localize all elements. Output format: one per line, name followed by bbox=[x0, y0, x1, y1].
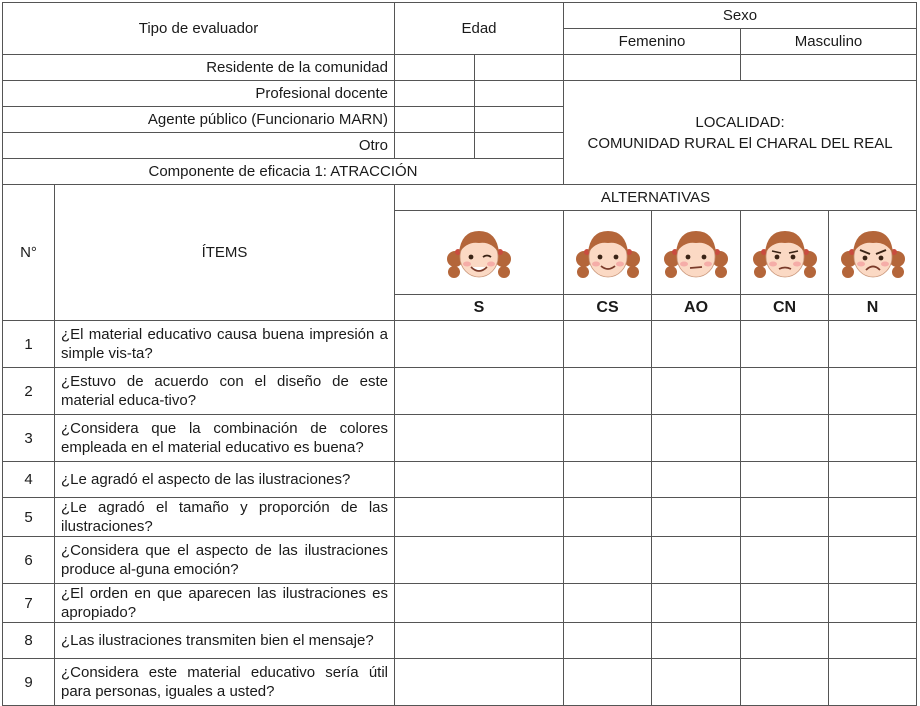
item-row bbox=[3, 584, 917, 623]
answer-cell-cs[interactable] bbox=[564, 659, 652, 706]
answer-cell-cn[interactable] bbox=[741, 537, 829, 584]
item-row bbox=[3, 498, 917, 537]
item-row bbox=[3, 321, 917, 368]
answer-cell-n[interactable] bbox=[829, 498, 917, 537]
answer-cell-ao[interactable] bbox=[652, 368, 741, 415]
answer-cell-cn[interactable] bbox=[741, 498, 829, 537]
answer-cell-cs[interactable] bbox=[564, 623, 652, 659]
number-header: N° bbox=[3, 185, 55, 321]
answer-cell-cn[interactable] bbox=[741, 321, 829, 368]
alternative-code-cs: CS bbox=[564, 295, 652, 321]
answer-cell-ao[interactable] bbox=[652, 584, 741, 623]
male-header: Masculino bbox=[741, 29, 917, 55]
answer-cell-n[interactable] bbox=[829, 415, 917, 462]
item-question: ¿El material educativo causa buena impresión a simple vis-ta? bbox=[55, 321, 395, 368]
answer-cell-cs[interactable] bbox=[564, 537, 652, 584]
answer-cell-s[interactable] bbox=[395, 462, 564, 498]
female-header: Femenino bbox=[564, 29, 741, 55]
answer-cell-cn[interactable] bbox=[741, 623, 829, 659]
item-row bbox=[3, 415, 917, 462]
answer-cell-n[interactable] bbox=[829, 368, 917, 415]
answer-cell-ao[interactable] bbox=[652, 415, 741, 462]
sex-header: Sexo bbox=[564, 3, 917, 29]
item-question: ¿Las ilustraciones transmiten bien el mensaje? bbox=[55, 623, 395, 659]
answer-cell-s[interactable] bbox=[395, 368, 564, 415]
answer-cell-s[interactable] bbox=[395, 321, 564, 368]
evaluation-table bbox=[2, 2, 917, 706]
component-title: Componente de eficacia 1: ATRACCIÓN bbox=[3, 159, 564, 185]
answer-cell-ao[interactable] bbox=[652, 659, 741, 706]
alternatives-header: ALTERNATIVAS bbox=[395, 185, 917, 211]
age-blank bbox=[475, 107, 564, 133]
answer-cell-ao[interactable] bbox=[652, 498, 741, 537]
age-header: Edad bbox=[395, 3, 564, 55]
item-number: 6 bbox=[3, 537, 55, 584]
item-row bbox=[3, 659, 917, 706]
answer-cell-n[interactable] bbox=[829, 659, 917, 706]
answer-cell-cs[interactable] bbox=[564, 584, 652, 623]
answer-cell-n[interactable] bbox=[829, 623, 917, 659]
locality-name: COMUNIDAD RURAL El CHARAL DEL REAL bbox=[587, 134, 893, 152]
item-number: 9 bbox=[3, 659, 55, 706]
male-cell[interactable] bbox=[741, 55, 917, 81]
answer-cell-s[interactable] bbox=[395, 584, 564, 623]
item-row bbox=[3, 462, 917, 498]
answer-cell-n[interactable] bbox=[829, 321, 917, 368]
answer-cell-ao[interactable] bbox=[652, 321, 741, 368]
item-number: 7 bbox=[3, 584, 55, 623]
evaluator-other: Otro bbox=[3, 133, 395, 159]
answer-cell-cs[interactable] bbox=[564, 415, 652, 462]
age-blank bbox=[475, 133, 564, 159]
item-question: ¿Le agradó el tamaño y proporción de las ilustraciones? bbox=[55, 498, 395, 537]
evaluator-resident: Residente de la comunidad bbox=[3, 55, 395, 81]
angry-face-icon bbox=[829, 211, 917, 295]
item-number: 8 bbox=[3, 623, 55, 659]
item-row bbox=[3, 368, 917, 415]
item-row bbox=[3, 537, 917, 584]
answer-cell-cs[interactable] bbox=[564, 368, 652, 415]
answer-cell-cn[interactable] bbox=[741, 368, 829, 415]
item-question: ¿Considera este material educativo sería útil para personas, iguales a usted? bbox=[55, 659, 395, 706]
item-question: ¿El orden en que aparecen las ilustraciones es apropiado? bbox=[55, 584, 395, 623]
item-number: 2 bbox=[3, 368, 55, 415]
answer-cell-s[interactable] bbox=[395, 659, 564, 706]
answer-cell-cn[interactable] bbox=[741, 584, 829, 623]
answer-cell-cs[interactable] bbox=[564, 498, 652, 537]
item-number: 3 bbox=[3, 415, 55, 462]
item-question: ¿Le agradó el aspecto de las ilustraciones? bbox=[55, 462, 395, 498]
answer-cell-n[interactable] bbox=[829, 462, 917, 498]
evaluator-public-agent: Agente público (Funcionario MARN) bbox=[3, 107, 395, 133]
happy-wink-face-icon bbox=[395, 211, 564, 295]
answer-cell-cn[interactable] bbox=[741, 462, 829, 498]
answer-cell-ao[interactable] bbox=[652, 623, 741, 659]
alternative-code-s: S bbox=[395, 295, 564, 321]
alternative-code-ao: AO bbox=[652, 295, 741, 321]
answer-cell-cs[interactable] bbox=[564, 321, 652, 368]
item-number: 4 bbox=[3, 462, 55, 498]
alternative-code-n: N bbox=[829, 295, 917, 321]
locality-label: LOCALIDAD: bbox=[695, 113, 785, 131]
items-header: ÍTEMS bbox=[55, 185, 395, 321]
female-cell[interactable] bbox=[564, 55, 741, 81]
evaluator-resident-check[interactable] bbox=[395, 55, 475, 81]
answer-cell-cs[interactable] bbox=[564, 462, 652, 498]
alternative-code-cn: CN bbox=[741, 295, 829, 321]
age-blank bbox=[475, 81, 564, 107]
answer-cell-s[interactable] bbox=[395, 537, 564, 584]
item-number: 5 bbox=[3, 498, 55, 537]
age-cell[interactable] bbox=[475, 55, 564, 81]
item-question: ¿Considera que la combinación de colores empleada en el material educativo es buena? bbox=[55, 415, 395, 462]
neutral-face-icon bbox=[652, 211, 741, 295]
answer-cell-ao[interactable] bbox=[652, 462, 741, 498]
item-question: ¿Estuvo de acuerdo con el diseño de este material educa-tivo? bbox=[55, 368, 395, 415]
evaluator-teacher-check[interactable] bbox=[395, 81, 475, 107]
evaluator-public-agent-check[interactable] bbox=[395, 107, 475, 133]
answer-cell-s[interactable] bbox=[395, 498, 564, 537]
evaluator-other-check[interactable] bbox=[395, 133, 475, 159]
item-question: ¿Considera que el aspecto de las ilustraciones produce al-guna emoción? bbox=[55, 537, 395, 584]
answer-cell-cn[interactable] bbox=[741, 415, 829, 462]
answer-cell-n[interactable] bbox=[829, 537, 917, 584]
answer-cell-n[interactable] bbox=[829, 584, 917, 623]
item-number: 1 bbox=[3, 321, 55, 368]
answer-cell-ao[interactable] bbox=[652, 537, 741, 584]
answer-cell-s[interactable] bbox=[395, 415, 564, 462]
answer-cell-cn[interactable] bbox=[741, 659, 829, 706]
evaluator-teacher: Profesional docente bbox=[3, 81, 395, 107]
answer-cell-s[interactable] bbox=[395, 623, 564, 659]
evaluator-type-header: Tipo de evaluador bbox=[3, 3, 395, 55]
smiling-face-icon bbox=[564, 211, 652, 295]
locality-cell bbox=[564, 81, 917, 185]
item-row bbox=[3, 623, 917, 659]
annoyed-face-icon bbox=[741, 211, 829, 295]
